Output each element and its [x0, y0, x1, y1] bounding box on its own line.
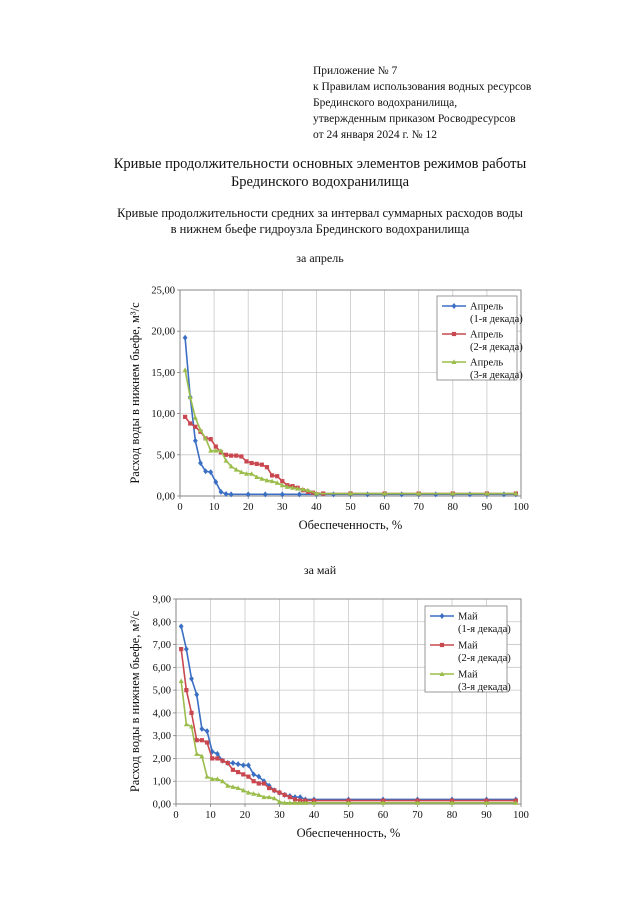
may-series-1-point [194, 692, 199, 698]
period-label-may: за май [303, 563, 337, 577]
may-series-1-point [231, 760, 236, 766]
may-x-tick-label: 20 [239, 810, 251, 821]
may-y-tick-label: 1,00 [152, 776, 171, 788]
may-series-2-point [231, 768, 235, 772]
april-series-2-point [239, 454, 243, 458]
april-x-tick-label: 30 [277, 502, 288, 513]
may-x-tick-label: 70 [412, 810, 423, 821]
april-series-1-point [433, 491, 438, 497]
may-y-tick-label: 4,00 [152, 708, 171, 720]
april-series-1-point [183, 335, 188, 341]
may-series-2-point [283, 793, 287, 797]
page-subtitle [0, 205, 640, 237]
april-series-2-point [188, 421, 192, 425]
april-legend-label-1: Апрель [470, 301, 504, 313]
may-series-2-point [200, 738, 204, 742]
may-series-1-point [205, 728, 210, 734]
april-series-2-point [183, 415, 187, 419]
may-y-tick-label: 7,00 [152, 640, 171, 652]
may-y-tick-label: 3,00 [152, 731, 171, 743]
april-series-1-point [246, 491, 251, 497]
header-line-2: к Правилам использования водных ресурсов [313, 81, 532, 93]
april-series-2-point [250, 461, 254, 465]
april-x-tick-label: 100 [513, 502, 529, 513]
april-x-tick-label: 80 [447, 502, 459, 513]
april-y-tick-label: 20,00 [151, 326, 175, 338]
title-line-2: Брединского водохранилища [230, 174, 410, 190]
april-series-3-point [183, 367, 188, 372]
april-series-3-point [193, 415, 198, 420]
header-line-4: утвержденным приказом Росводресурсов [313, 113, 516, 125]
april-series-1-point [280, 491, 285, 497]
april-legend-sublabel-2: (2-я декада) [470, 342, 523, 353]
may-series-1-point [184, 646, 189, 652]
chart-april [0, 280, 640, 535]
may-y-tick-label: 0,00 [152, 799, 171, 811]
april-series-1-point [467, 491, 472, 497]
april-y-tick-label: 10,00 [151, 409, 175, 421]
may-series-3-point [179, 678, 184, 683]
april-series-1-point [502, 491, 507, 497]
april-series-1-point [263, 491, 268, 497]
may-legend-sublabel-3: (3-я декада) [458, 682, 511, 693]
april-y-tick-label: 5,00 [156, 450, 175, 462]
april-x-tick-label: 90 [481, 502, 493, 513]
may-series-2-point [277, 791, 281, 795]
april-series-2-point [209, 437, 213, 441]
appendix-number: Приложение № 7 [313, 65, 398, 77]
april-x-tick-label: 40 [311, 502, 322, 513]
page-title [0, 155, 640, 191]
may-legend-label-1: Май [458, 611, 478, 623]
april-series-2-point [275, 474, 279, 478]
april-x-tick-label: 70 [413, 502, 424, 513]
april-series-2-point [255, 462, 259, 466]
may-series-1-point [199, 726, 204, 732]
april-series-2-point [244, 459, 248, 463]
may-legend-marker-2 [440, 643, 444, 647]
may-series-2-point [210, 756, 214, 760]
may-legend [425, 606, 511, 693]
may-series-1-point [236, 761, 241, 767]
april-x-tick-label: 0 [177, 502, 183, 513]
april-series-2-point [193, 425, 197, 429]
april-x-tick-label: 10 [208, 502, 220, 513]
april-series-2-point [260, 463, 264, 467]
may-x-axis-label: Обеспеченность, % [296, 826, 401, 840]
may-x-tick-label: 40 [308, 810, 320, 821]
may-legend-label-2: Май [458, 640, 478, 652]
april-x-tick-label: 60 [379, 502, 390, 513]
may-x-tick-label: 60 [377, 810, 389, 821]
may-series-2-point [179, 647, 183, 651]
april-x-axis-label: Обеспеченность, % [298, 518, 403, 532]
may-legend-label-3: Май [458, 669, 478, 681]
may-series-2-point [189, 711, 193, 715]
may-series-2-point [241, 772, 245, 776]
april-series-1-point [331, 491, 336, 497]
may-series-2-point [195, 738, 199, 742]
may-series-1-point [189, 676, 194, 682]
chart-may [0, 590, 640, 845]
may-y-tick-label: 9,00 [152, 594, 171, 606]
may-series-2-point [272, 788, 276, 792]
may-x-tick-label: 90 [481, 810, 492, 821]
may-y-axis-label: Расход воды в нижнем бьефе, м³/с [128, 610, 142, 793]
april-y-tick-label: 0,00 [156, 491, 175, 503]
may-series-2-point [252, 779, 256, 783]
may-series-3-point [205, 774, 210, 779]
april-legend-sublabel-3: (3-я декада) [470, 370, 523, 381]
april-x-tick-label: 50 [345, 502, 356, 513]
may-series-2-point [205, 740, 209, 744]
may-y-tick-label: 8,00 [152, 617, 171, 629]
april-series-1-point [229, 491, 234, 497]
may-series-2-point [184, 688, 188, 692]
april-legend-label-2: Апрель [470, 329, 504, 341]
may-legend-sublabel-1: (1-я декада) [458, 624, 511, 635]
may-x-tick-label: 80 [446, 810, 458, 821]
may-x-tick-label: 30 [274, 810, 285, 821]
may-series-2-point [246, 775, 250, 779]
may-x-tick-label: 50 [343, 810, 354, 821]
may-series-2-point [262, 781, 266, 785]
may-series-2-point [215, 756, 219, 760]
may-x-tick-label: 100 [513, 810, 529, 821]
may-x-tick-label: 10 [205, 810, 216, 821]
may-series-2-point [257, 781, 261, 785]
april-series-2-point [280, 479, 284, 483]
may-x-tick-label: 0 [173, 810, 179, 821]
april-series-2-point [229, 454, 233, 458]
may-series-2-point [288, 795, 292, 799]
may-y-tick-label: 6,00 [152, 662, 171, 674]
april-y-tick-label: 25,00 [151, 285, 175, 297]
may-series-3-point [194, 751, 199, 756]
april-legend-marker-2 [452, 332, 456, 336]
april-series-2-point [265, 465, 269, 469]
april-series-1-point [399, 491, 404, 497]
may-legend-sublabel-2: (2-я декада) [458, 653, 511, 664]
title-line-1: Кривые продолжительности основных элементов режимов работы [113, 156, 527, 172]
may-series-3-point [184, 722, 189, 727]
april-y-tick-label: 15,00 [151, 367, 175, 379]
april-series-1-point [193, 438, 198, 444]
may-series-2-point [220, 759, 224, 763]
header-line-5: от 24 января 2024 г. № 12 [313, 129, 438, 141]
may-y-tick-label: 2,00 [152, 753, 171, 765]
may-series-2-point [267, 786, 271, 790]
april-y-axis-label: Расход воды в нижнем бьефе, м³/с [128, 302, 142, 484]
may-series-1-point [179, 623, 184, 629]
header-line-3: Брединского водохранилища, [313, 97, 458, 109]
april-legend-sublabel-1: (1-я декада) [470, 314, 523, 325]
period-label-april: за апрель [296, 251, 344, 265]
april-series-2-point [270, 473, 274, 477]
document-header [313, 63, 531, 143]
subtitle-line-2: в нижнем бьефе гидроузла Брединского водохранилища [170, 222, 470, 236]
may-series-2-point [236, 770, 240, 774]
subtitle-line-1: Кривые продолжительности средних за интервал суммарных расходов воды [117, 206, 523, 220]
april-series-2-point [214, 444, 218, 448]
april-legend-label-3: Апрель [470, 357, 504, 369]
may-series-2-point [226, 761, 230, 765]
april-series-1-point [365, 491, 370, 497]
may-y-tick-label: 5,00 [152, 685, 171, 697]
april-series-2-point [234, 454, 238, 458]
april-legend [437, 296, 523, 381]
april-x-tick-label: 20 [242, 502, 254, 513]
